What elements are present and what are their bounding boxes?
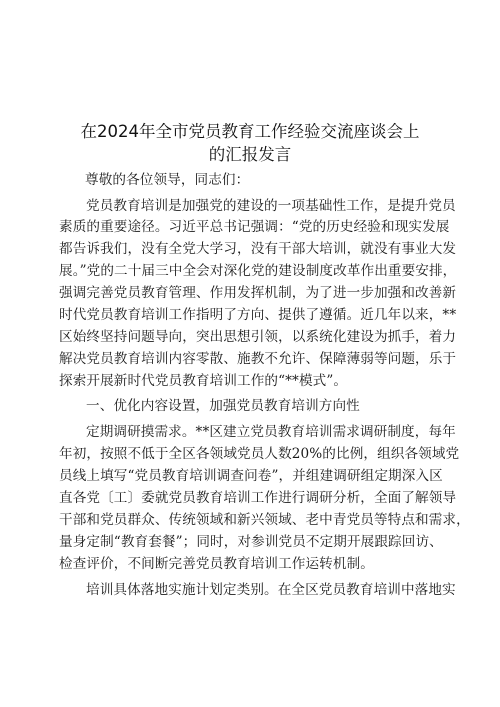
body-line: 量身定制“教育套餐”；同时，对参训党员不定期开展跟踪回访、 (59, 534, 443, 550)
body-line: 素质的重要途径。习近平总书记强调：“党的历史经验和现实发展 (59, 219, 450, 235)
body-line: 探索开展新时代党员教育培训工作的“**模式”。 (59, 373, 348, 389)
body-line: 时代党员教育培训工作指明了方向、提供了遵循。近几年以来，** (59, 307, 457, 323)
body-line: 员线上填写“党员教育培训调查问卷”，并组建调研组定期深入区 (59, 468, 443, 484)
body-line: 直各党〔工〕委就党员教育培训工作进行调研分析，全面了解领导 (59, 490, 457, 506)
body-line: 党员教育培训是加强党的建设的一项基础性工作，是提升党员 (86, 198, 456, 214)
body-line: 都告诉我们，没有全党大学习，没有干部大培训，就没有事业大发 (59, 241, 457, 257)
section-heading: 一、优化内容设置，加强党员教育培训方向性 (86, 398, 360, 414)
body-line: 检查评价，不间断完善党员教育培训工作运转机制。 (59, 556, 374, 572)
document-title-line-2: 的汇报发言 (208, 145, 292, 164)
body-line: 培训具体落地实施计划定类别。在全区党员教育培训中落地实 (86, 582, 456, 598)
body-line: 解决党员教育培训内容零散、施教不允许、保障薄弱等问题，乐于 (59, 351, 457, 367)
body-line: 年初，按照不低于全区各领域党员人数20%的比例，组织各领域党 (59, 446, 460, 462)
body-line: 强调完善党员教育管理、作用发挥机制，为了进一步加强和改善新 (59, 285, 457, 301)
body-line: 定期调研摸需求。**区建立党员教育培训需求调研制度，每年 (86, 424, 456, 440)
document-title-line-1: 在2024年全市党员教育工作经验交流座谈会上 (80, 122, 420, 141)
salutation: 尊敬的各位领导，同志们： (85, 172, 250, 188)
body-line: 干部和党员群众、传统领域和新兴领域、老中青党员等特点和需求， (59, 512, 470, 528)
body-line: 区始终坚持问题导向，突出思想引领，以系统化建设为抓手，着力 (59, 329, 457, 345)
body-line: 展。”党的二十届三中全会对深化党的建设制度改革作出重要安排， (59, 263, 457, 279)
